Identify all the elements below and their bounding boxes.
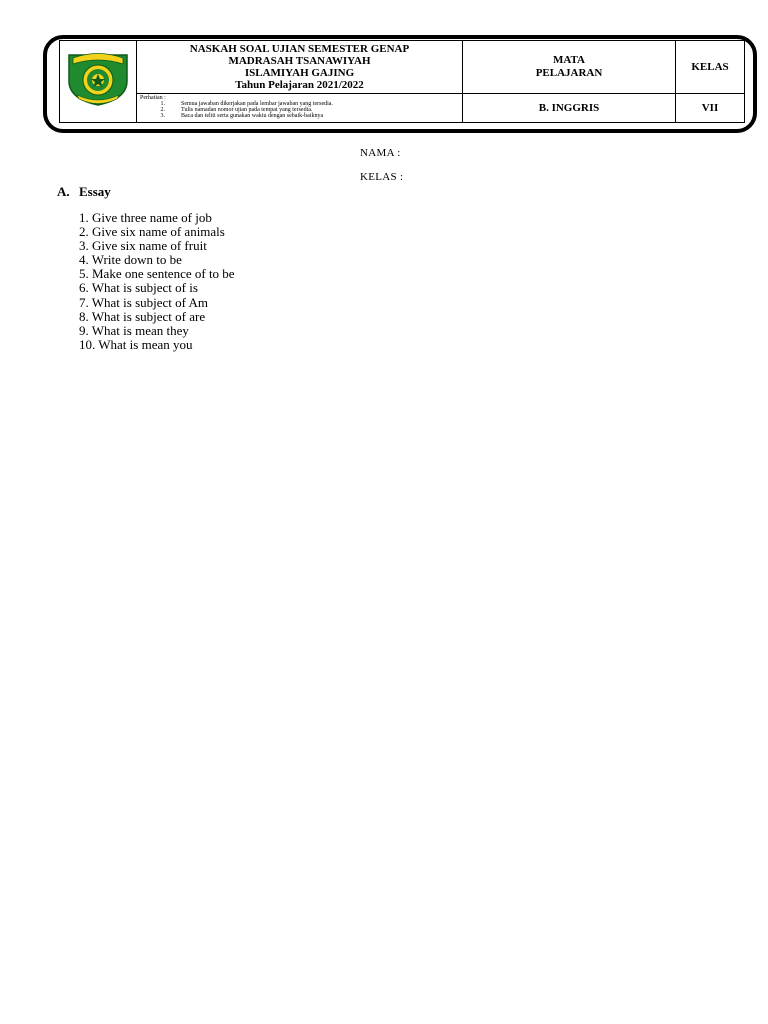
- notes-cell: [137, 93, 463, 122]
- exam-title-line-3: ISLAMIYAH GAJING: [244, 67, 355, 79]
- question-item: 10. What is mean you: [79, 336, 193, 352]
- school-logo-cell: [60, 41, 137, 123]
- question-item: 3. Give six name of fruit: [79, 238, 207, 254]
- exam-title-line-1: NASKAH SOAL UJIAN SEMESTER GENAP: [189, 43, 410, 55]
- section-letter: A.: [57, 184, 70, 199]
- question-list: [79, 211, 235, 352]
- note-text: Baca dan teliti serta gunakan waktu dengan sebaik-baiknya: [181, 112, 324, 119]
- kelas-value-cell: VII: [676, 93, 745, 122]
- kelas-label-cell: KELAS: [676, 41, 745, 94]
- note-text: Semua jawaban dikerjakan pada lembar jawaban yang tersedia.: [181, 100, 333, 107]
- exam-title-line-4: Tahun Pelajaran 2021/2022: [235, 79, 364, 91]
- section-title: Essay: [79, 184, 111, 199]
- section-heading: [57, 184, 111, 200]
- note-text: Tulis namadan nomor ujian pada tempat yang tersedia.: [181, 106, 313, 113]
- exam-title-cell: [137, 41, 463, 94]
- question-item: 2. Give six name of animals: [79, 224, 225, 240]
- note-item: [140, 113, 459, 119]
- mapel-label-line-1: MATA: [553, 53, 585, 66]
- question-item: 7. What is subject of Am: [79, 294, 209, 310]
- note-number: 3.: [160, 112, 165, 119]
- question-item: 4. Write down to be: [79, 252, 182, 268]
- exam-header-table: [59, 40, 745, 123]
- exam-title-line-2: MADRASAH TSANAWIYAH: [228, 55, 371, 67]
- question-item: 6. What is subject of is: [79, 280, 198, 296]
- mapel-label-cell: [463, 41, 676, 94]
- kelas-field-label: KELAS :: [360, 171, 404, 183]
- nama-field-label: NAMA :: [360, 147, 401, 159]
- note-number: 1.: [160, 100, 165, 107]
- mapel-value-cell: B. INGGRIS: [463, 93, 676, 122]
- school-logo: [65, 51, 131, 107]
- mapel-label-line-2: PELAJARAN: [535, 66, 603, 79]
- note-number: 2.: [160, 106, 165, 113]
- notes-title: Perhatian :: [140, 94, 166, 101]
- question-item: 5. Make one sentence of to be: [79, 266, 235, 282]
- question-item: 9. What is mean they: [79, 322, 189, 338]
- question-item: 1. Give three name of job: [79, 210, 212, 225]
- question-item: 8. What is subject of are: [79, 308, 206, 324]
